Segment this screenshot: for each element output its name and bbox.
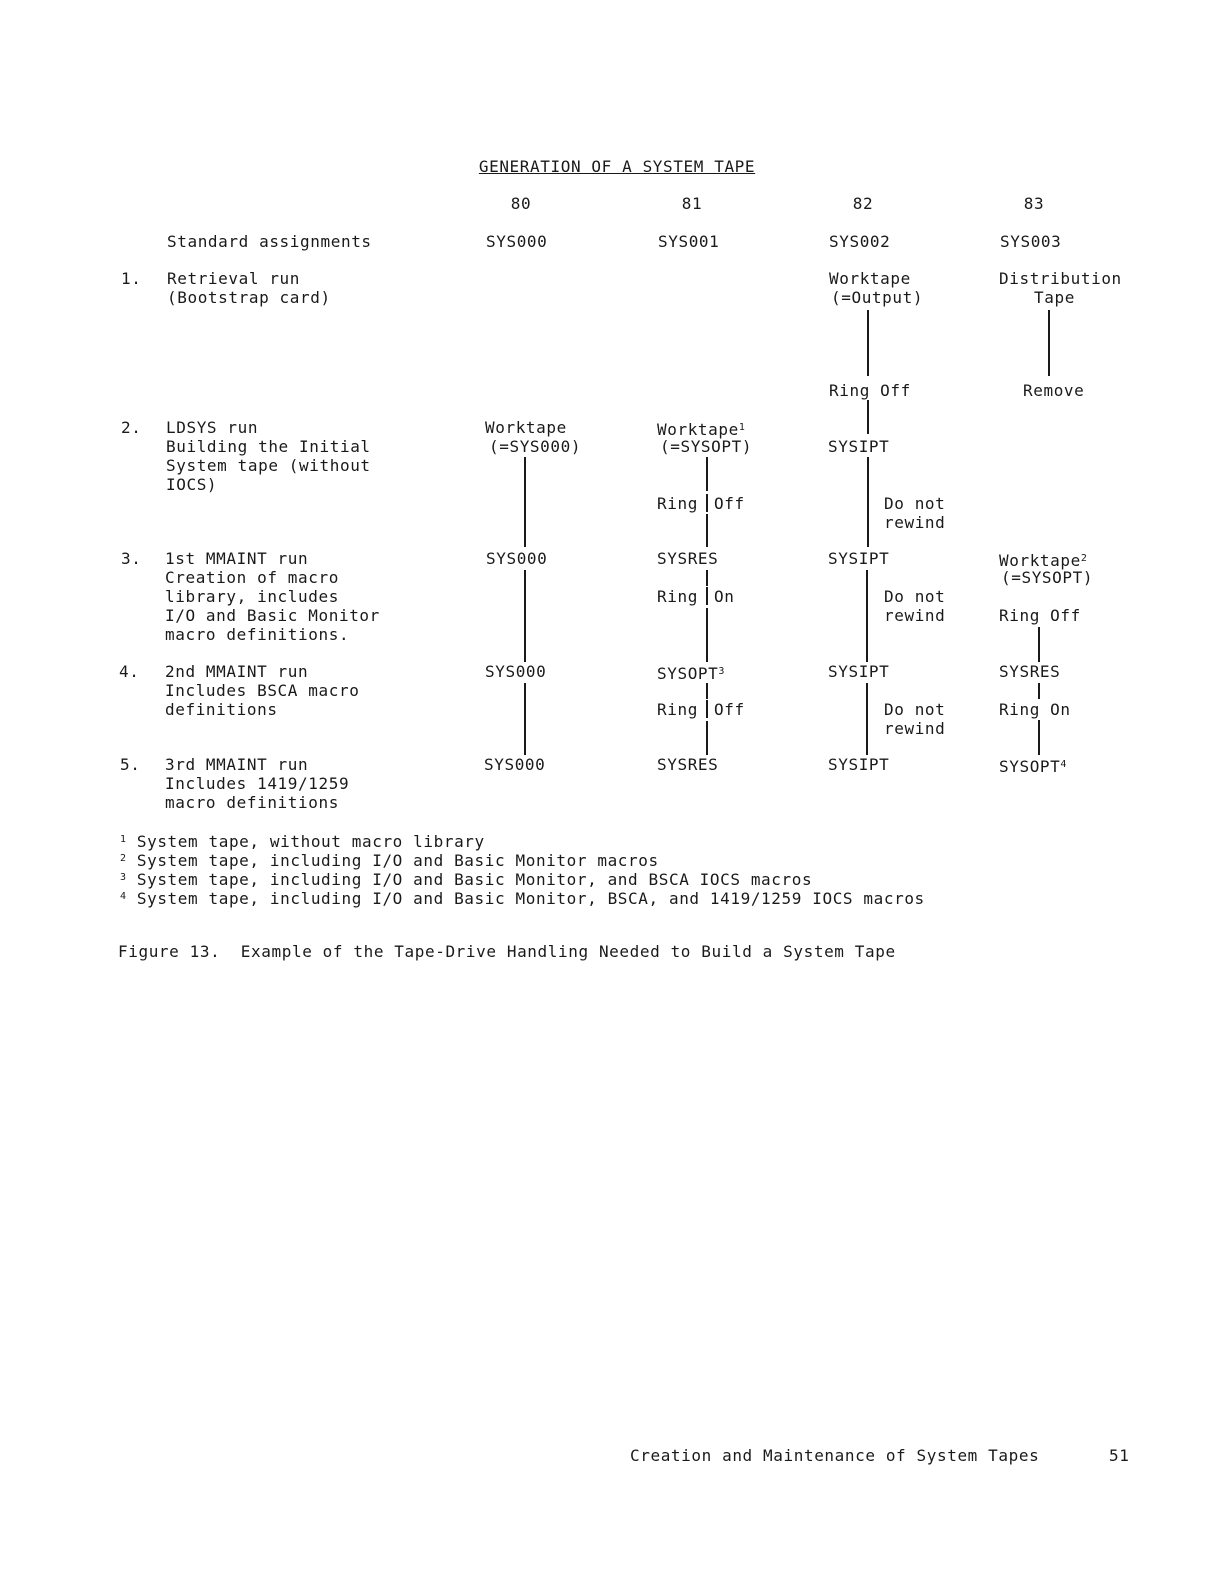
connector-line xyxy=(524,683,526,755)
r1-c83-remove: Remove xyxy=(1023,381,1085,400)
r3-c83-sysopt: (=SYSOPT) xyxy=(1001,568,1094,587)
footnote-ref-2: 2 xyxy=(1080,553,1088,564)
run-2-desc-line: Building the Initial xyxy=(166,437,371,456)
run-3-desc-line: Creation of macro xyxy=(165,568,339,587)
assignments-label: Standard assignments xyxy=(167,232,372,251)
footnote-4: $^4$ System tape, including I/O and Basic Monitor, BSCA, and 1419/1259 IOCS macros xyxy=(120,889,925,908)
connector-line xyxy=(524,457,526,547)
connector-line xyxy=(706,457,708,491)
run-3-desc-line: 1st MMAINT run xyxy=(165,549,309,568)
r2-c81-sysopt: (=SYSOPT) xyxy=(660,437,753,456)
r3-c80-sys000: SYS000 xyxy=(486,549,548,568)
footnote-ref-4: 4 xyxy=(1060,759,1068,770)
connector-line xyxy=(867,310,869,376)
run-3-desc-line: library, includes xyxy=(165,587,339,606)
r3-c81-on: On xyxy=(714,587,735,606)
footnote-ref-3: 3 xyxy=(718,666,726,677)
connector-line xyxy=(706,608,708,662)
connector-line xyxy=(867,400,869,434)
r2-c82-rewind: rewind xyxy=(884,513,946,532)
run-1-number: 1. xyxy=(121,269,142,288)
run-1-desc-line: (Bootstrap card) xyxy=(167,288,331,307)
r4-c82-rewind: rewind xyxy=(884,719,946,738)
run-3-desc-line: I/O and Basic Monitor xyxy=(165,606,380,625)
run-1-desc-line: Retrieval run xyxy=(167,269,301,288)
drive-80-header: 80 xyxy=(510,194,532,213)
r4-c82-do-not: Do not xyxy=(884,700,946,719)
connector-line xyxy=(867,457,869,547)
figure-title: GENERATION OF A SYSTEM TAPE xyxy=(478,157,756,176)
connector-line xyxy=(1048,310,1050,376)
connector-line xyxy=(706,494,708,512)
r1-c82-ring-off: Ring Off xyxy=(829,381,911,400)
footnote-ref-1: 1 xyxy=(738,422,746,433)
run-5-number: 5. xyxy=(120,755,141,774)
assignment-80: SYS000 xyxy=(486,232,548,251)
assignment-83: SYS003 xyxy=(1000,232,1062,251)
drive-82-header: 82 xyxy=(852,194,874,213)
run-2-desc-line: IOCS) xyxy=(166,475,218,494)
r3-c82-sysipt: SYSIPT xyxy=(828,549,890,568)
footnote-1: $^1$ System tape, without macro library xyxy=(120,832,485,851)
run-3-desc-line: macro definitions. xyxy=(165,625,350,644)
r2-c80-worktape: Worktape xyxy=(485,418,567,437)
r4-c82-sysipt: SYSIPT xyxy=(828,662,890,681)
connector-line xyxy=(706,570,708,586)
r4-c81-sysopt: SYSOPT$^3$ xyxy=(657,664,726,683)
running-footer: Creation and Maintenance of System Tapes xyxy=(630,1446,1040,1465)
drive-83-header: 83 xyxy=(1023,194,1045,213)
run-4-number: 4. xyxy=(119,662,140,681)
r5-c80-sys000: SYS000 xyxy=(484,755,546,774)
r4-c83-sysres: SYSRES xyxy=(999,662,1061,681)
r5-c82-sysipt: SYSIPT xyxy=(828,755,890,774)
page-number: 51 xyxy=(1109,1446,1130,1465)
r3-c83-ring-off: Ring Off xyxy=(999,606,1081,625)
figure-caption: Figure 13. Example of the Tape-Drive Handling Needed to Build a System Tape xyxy=(118,942,896,961)
r2-c80-sys000: (=SYS000) xyxy=(489,437,582,456)
r3-c83-worktape: Worktape$^2$ xyxy=(999,551,1088,570)
r4-c81-off: Off xyxy=(714,700,745,719)
run-5-desc-line: macro definitions xyxy=(165,793,339,812)
r3-c81-sysres: SYSRES xyxy=(657,549,719,568)
connector-line xyxy=(866,683,868,755)
connector-line xyxy=(706,683,708,699)
connector-line xyxy=(1038,683,1040,699)
r2-c81-off: Off xyxy=(714,494,745,513)
connector-line xyxy=(706,587,708,605)
run-4-desc-line: Includes BSCA macro xyxy=(165,681,360,700)
run-5-desc-line: Includes 1419/1259 xyxy=(165,774,350,793)
run-4-desc-line: 2nd MMAINT run xyxy=(165,662,309,681)
r1-c82-worktape: Worktape xyxy=(829,269,911,288)
run-2-number: 2. xyxy=(121,418,142,437)
connector-line xyxy=(706,721,708,755)
run-4-desc-line: definitions xyxy=(165,700,278,719)
r2-c82-do-not: Do not xyxy=(884,494,946,513)
connector-line xyxy=(1038,627,1040,662)
r1-c82-output: (=Output) xyxy=(831,288,924,307)
assignment-81: SYS001 xyxy=(658,232,720,251)
r3-c82-do-not: Do not xyxy=(884,587,946,606)
r4-c83-ring-on: Ring On xyxy=(999,700,1071,719)
drive-81-header: 81 xyxy=(681,194,703,213)
assignment-82: SYS002 xyxy=(829,232,891,251)
r5-c83-sysopt: SYSOPT$^4$ xyxy=(999,757,1068,776)
run-2-desc-line: System tape (without xyxy=(166,456,371,475)
r4-c80-sys000: SYS000 xyxy=(485,662,547,681)
r1-c83-tape: Tape xyxy=(1034,288,1075,307)
connector-line xyxy=(524,570,526,662)
r2-c82-sysipt: SYSIPT xyxy=(828,437,890,456)
connector-line xyxy=(706,700,708,718)
r2-c81-ring: Ring xyxy=(657,494,698,513)
r1-c83-distribution: Distribution xyxy=(999,269,1122,288)
r3-c81-ring: Ring xyxy=(657,587,698,606)
r3-c82-rewind: rewind xyxy=(884,606,946,625)
footnote-2: $^2$ System tape, including I/O and Basic Monitor macros xyxy=(120,851,659,870)
run-2-desc-line: LDSYS run xyxy=(166,418,259,437)
footnote-3: $^3$ System tape, including I/O and Basic Monitor, and BSCA IOCS macros xyxy=(120,870,813,889)
connector-line xyxy=(706,514,708,547)
r2-c81-worktape: Worktape$^1$ xyxy=(657,420,746,439)
run-5-desc-line: 3rd MMAINT run xyxy=(165,755,309,774)
connector-line xyxy=(1038,720,1040,755)
r4-c81-ring: Ring xyxy=(657,700,698,719)
connector-line xyxy=(866,570,868,662)
r5-c81-sysres: SYSRES xyxy=(657,755,719,774)
run-3-number: 3. xyxy=(121,549,142,568)
